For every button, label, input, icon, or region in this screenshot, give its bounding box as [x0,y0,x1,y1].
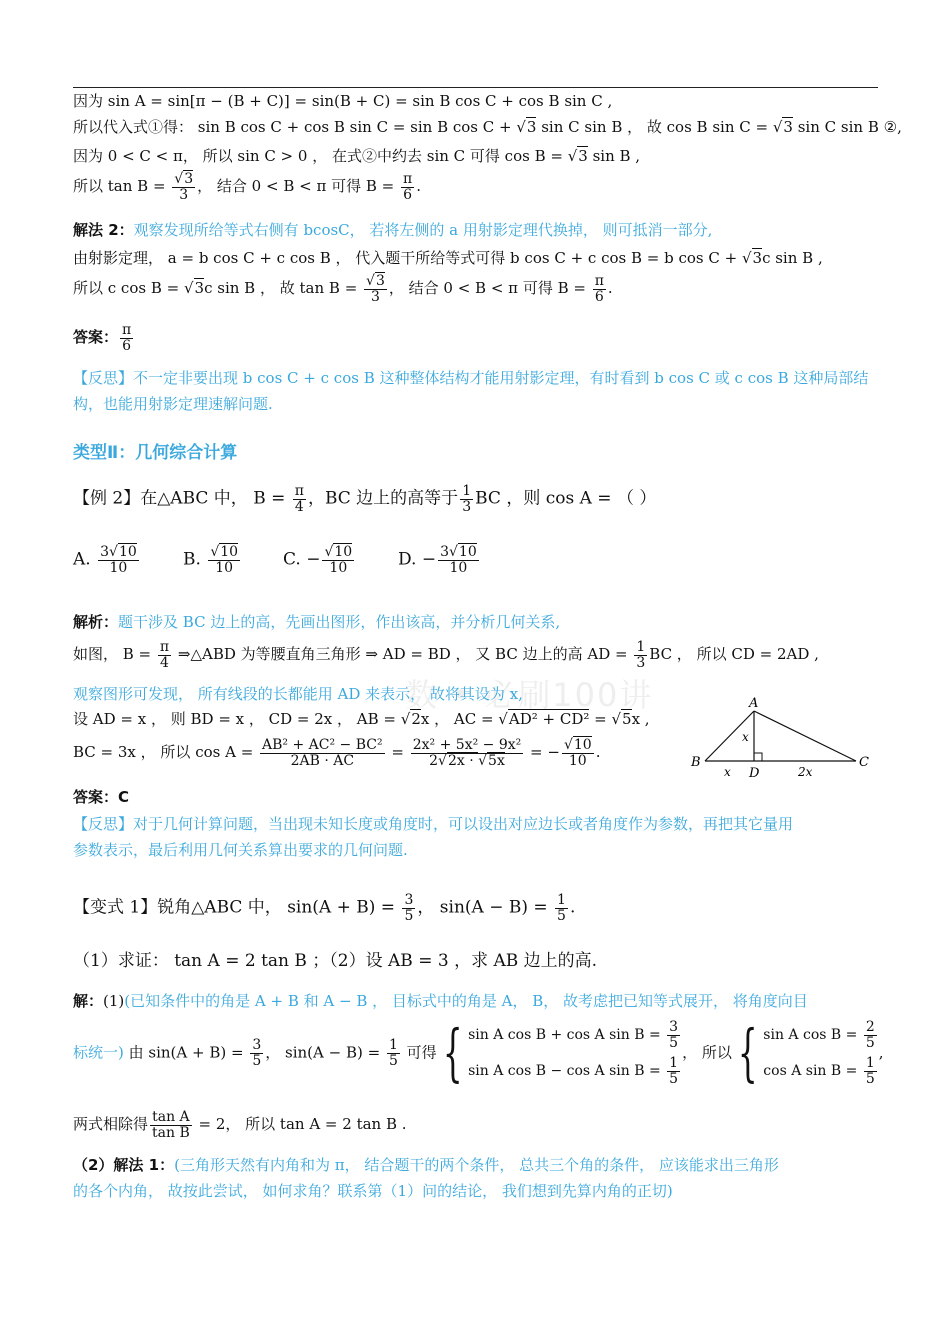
option-d: D. − $\frac{3√ 10}{10}$ [398,545,481,575]
method-line-3: 设 AD = x ， 则 BD = x ， CD = 2x ， AB = √ 2x ， AC = √ AD² + CD² = √ 5x , [73,712,650,727]
variant-1: 【变式 1】锐角△ABC 中， sin(A + B) = $\frac{3}{5}$ ， sin(A − B) = $\frac{1}{5}$ . [73,892,576,924]
method-line-4: BC = 3x ， 所以 cos A = $\frac{\text{AB² + AC² − BC²}}{2AB \cdot AC}$ = $\frac{\text{2x² + 5x² − 9x²}}{2√ 2x \cdot √ 5x}$ = − √ $\frac{10}{10}$ . [73,738,600,768]
label-d: D [749,766,760,781]
right-angle-mark [754,753,762,761]
reflection-2-line-2: 参数表示，最后利用几何关系算出要求的几何问题. [73,841,408,859]
label-a: A [749,696,759,711]
analysis-line: 解析：题干涉及 BC 边上的高，先画出图形，作出该高，并分析几何关系, [73,613,561,631]
label-x-vertical: x [742,730,749,744]
equation-system-1: { sin A cos B + cos A sin B = $\frac{3}{5}$ sin A cos B − cos A sin B = $\frac{1}{5}$ [442,1016,679,1090]
answer-2: 答案：C [73,788,130,806]
example-2: 【例 2】在△ABC 中， B = $\frac{\pi}{4}$ ，BC 边上的高等于 $\frac{1}{3}$ BC ，则 cos A = （ ） [73,483,657,515]
part-2-line-2: 的各个内角， 故按此尝试， 如何求角？联系第（1）问的结论， 我们想到先算内角的正切) [73,1182,673,1200]
equation-system-2: { sin A cos B = $\frac{2}{5}$ cos A sin B = $\frac{1}{5}$ [737,1016,875,1090]
solution-line-3: 因为 0 < C < π， 所以 sin C > 0 ， 在式②中约去 sin C 可得 cos B = √ 3 sin B , [73,149,640,164]
method-line-1: 如图， B = $\frac{\pi}{4}$ ⇒△ABD 为等腰直角三角形 ⇒ AD = BD ， 又 BC 边上的高 AD = $\frac{1}{3}$ BC ， 所以 CD = 2AD , [73,639,819,671]
sqrt-symbol [773,118,783,136]
part-2-line-1: （2）解法 1：(三角形天然有内角和为 π， 结合题干的两个条件， 总共三个角的条件， 应该能求出三角形 [73,1156,779,1174]
solution-2-line [73,223,712,238]
triangle-figure [688,695,883,785]
solution-line-2: 所以代入式①得： sin B cos C + cos B sin C = sin B cos C + √ 3 sin C sin B ， 故 cos B sin C = √ 3 sin C sin B ②, [73,120,902,135]
option-a: A. $\frac{3√ 10}{10}$ [73,545,141,575]
solution-part-1-line-1: 解：(1)(已知条件中的角是 A + B 和 A − B ， 目标式中的角是 A， B， 故考虑把已知等式展开， 将角度向目 [73,992,808,1010]
solution-2-label: 解法 2： [73,221,134,239]
reflection-1-line-1: 【反思】不一定非要出现 b cos C + c cos B 这种整体结构才能用射影定理，有时看到 b cos C 或 c cos B 这种局部结 [73,369,869,387]
fraction-pi-6: $\frac{\pi}{6}$ [402,171,413,203]
label-2x: 2x [798,765,813,779]
option-c: C. − √ $\frac{10}{10}$ [283,545,356,575]
projection-line: 由射影定理， a = b cos C + c cos B ， 代入题干所给等式可得 b cos C + c cos B = b cos C + √ 3c sin B , [73,251,823,266]
side-ac [754,711,856,761]
variant-1-question: （1）求证： tan A = 2 tan B ；（2）设 AB = 3 ，求 AB 边上的高. [73,951,598,971]
solution-line-4: 所以 tan B = √ $\frac{3}{3}$ ， 结合 0 < B < π 可得 B = $\frac{\pi}{6}$ . [73,172,421,202]
option-b: B. √ $\frac{10}{10}$ [183,545,242,575]
header-rule [73,87,878,88]
solution-2-result-line: 所以 c cos B = √ 3c sin B ， 故 tan B = √ $\frac{3}{3}$ ， 结合 0 < B < π 可得 B = $\frac{\pi}{6}$ . [73,274,613,304]
sqrt-symbol [516,118,526,136]
method-line-2: 观察图形可发现， 所有线段的长都能用 AD 来表示， 故将其设为 x, [73,685,523,703]
label-b: B [691,755,701,770]
answer-1: 答案： $\frac{\pi}{6}$ [73,322,132,354]
reflection-1-line-2: 构，也能用射影定理速解问题. [73,395,273,413]
solution-part-1-line-2: 标统一) 由 sin(A + B) = $\frac{3}{5}$ ， sin(A − B) = $\frac{1}{5}$ 可得 { sin A cos B + cos A sin B = $\frac{3}{5}$ sin A cos B − cos A sin B = $\frac{1}{5}$ ， 所以 { sin A cos B = $\frac{2}{5}$ cos A sin B = $\frac{1}{5}$ , [73,1016,884,1090]
label-x-base: x [724,765,731,779]
solution-2-hint: 观察发现所给等式右侧有 bcosC， 若将左侧的 a 用射影定理代换掉， 则可抵消一部分, [133,221,713,239]
division-line: 两式相除得 $\frac{\text{tan A}}{\text{tan B}}$ = 2， 所以 tan A = 2 tan B . [73,1109,407,1141]
fraction-sqrt3-3: √ $\frac{3}{3}$ [172,172,195,202]
watermark: 数 • 必刷100讲 [405,676,654,714]
solution-line-1: 因为 sin A = sin[π − (B + C)] = sin(B + C) = sin B cos C + cos B sin C , [73,92,613,110]
reflection-2-line-1: 【反思】对于几何计算问题，当出现未知长度或角度时，可以设出对应边长或者角度作为参数，再把其它量用 [73,815,794,833]
section-heading: 类型Ⅱ：几何综合计算 [73,443,238,463]
label-c: C [859,755,869,770]
